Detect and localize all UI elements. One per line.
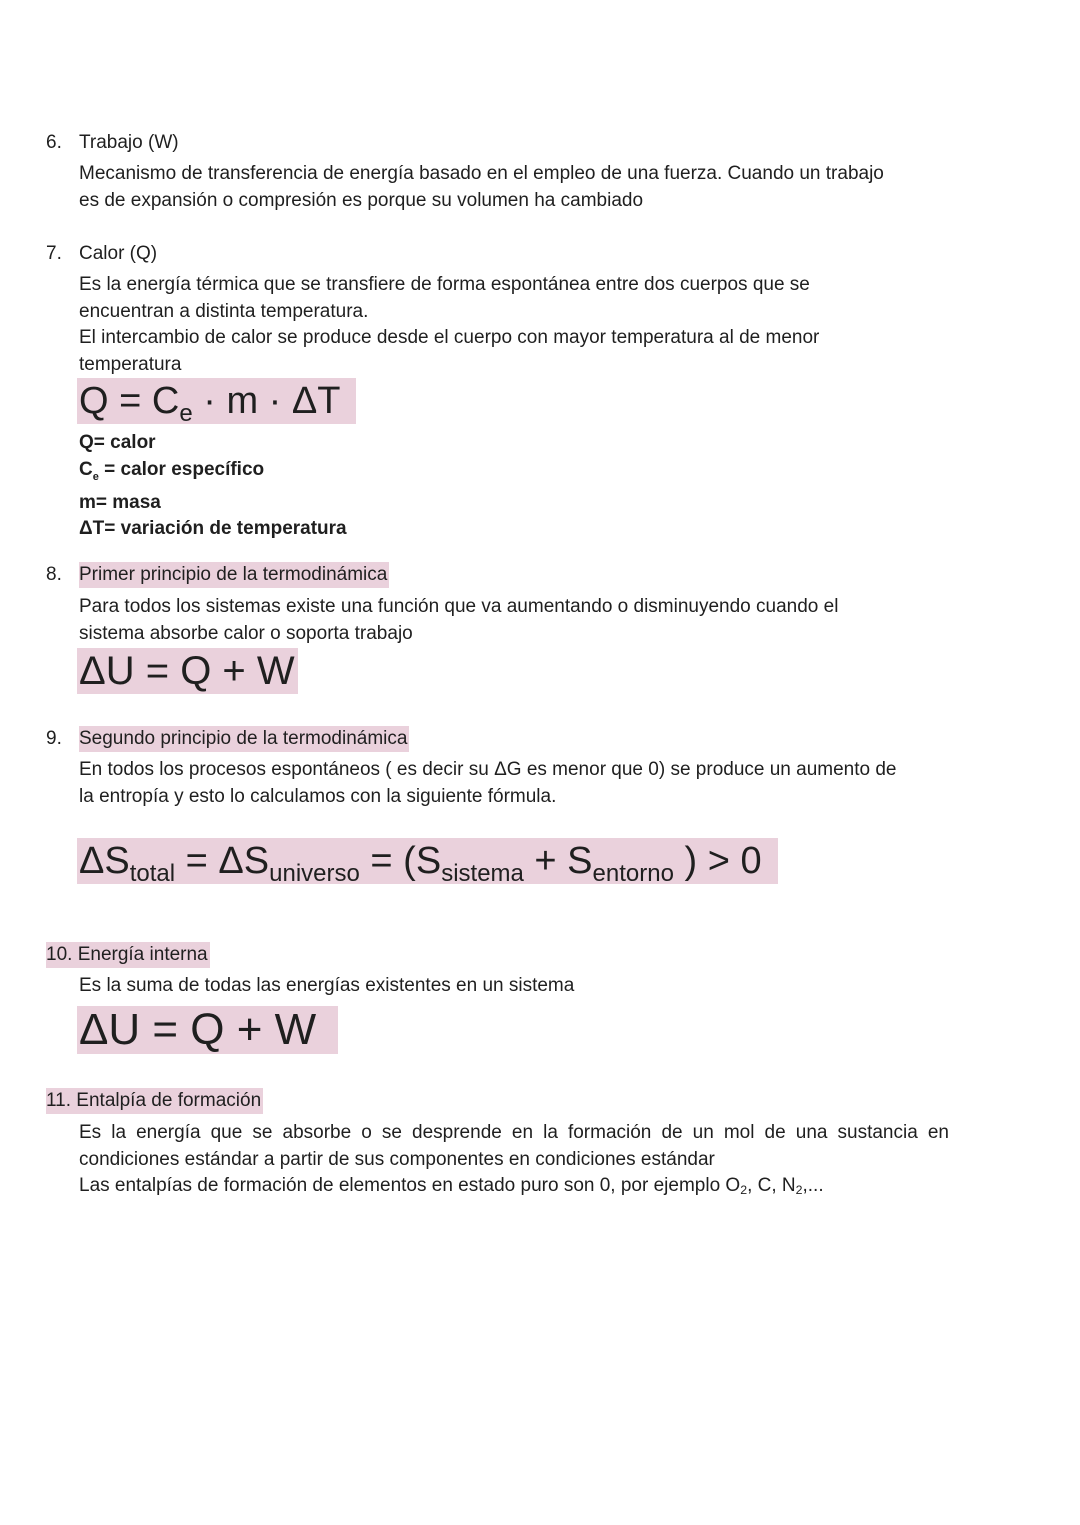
section-title: Calor (Q) (79, 243, 158, 264)
section-number: 6. (46, 132, 62, 153)
section-body (79, 757, 959, 810)
section-number: 9. (46, 728, 62, 749)
variable-row: ΔT= variación de temperatura (79, 518, 347, 540)
variable-row: $C_e$ = calor específico (79, 458, 265, 483)
heat-formula: $Q = C_e \cdot m \cdot \Delta T$ (77, 378, 356, 424)
section-body (79, 594, 959, 647)
section-title: Segundo principio de la termodinámica (79, 726, 409, 752)
body-line: En todos los procesos espontáneos ( es decir su ΔG es menor que 0) se produce un aumento de (79, 759, 897, 780)
variable-row: m= masa (79, 491, 161, 513)
body-line: Las entalpías de formación de elementos en estado puro son 0, por ejemplo $O_2$, C, $N_2$,... (79, 1175, 824, 1198)
body-line: Es la suma de todas las energías existentes en un sistema (79, 975, 575, 996)
body-line: condiciones estándar a partir de sus componentes en condiciones estándar (79, 1148, 715, 1170)
body-line: encuentran a distinta temperatura. (79, 300, 369, 322)
variable-row: Q= calor (79, 432, 156, 453)
section-number: 8. (46, 564, 62, 585)
first-law-formula: ΔU = Q + W (77, 648, 298, 694)
body-line: la entropía y esto lo calculamos con la siguiente fórmula. (79, 785, 557, 807)
section-heading (46, 942, 210, 968)
section-number: 7. (46, 243, 62, 264)
body-line: temperatura (79, 353, 182, 375)
body-line: Para todos los sistemas existe una función que va aumentando o disminuyendo cuando el (79, 596, 839, 617)
section-title: Entalpía de formación (76, 1090, 262, 1111)
section-title: Energía interna (77, 944, 208, 965)
section-number: 10. (46, 944, 73, 965)
second-law-formula: $\Delta S_{total} = \Delta S_{universo} = (S_{sistema} + S_{entorno}$ ) > 0 (77, 838, 778, 884)
section-body (79, 272, 959, 378)
section-title: Trabajo (W) (79, 132, 179, 153)
body-line: Es la energía térmica que se transfiere de forma espontánea entre dos cuerpos que se (79, 274, 810, 295)
section-body (79, 1120, 949, 1204)
section-body (79, 161, 959, 214)
section-number: 11. (46, 1090, 72, 1111)
body-line: es de expansión o compresión es porque su volumen ha cambiado (79, 189, 644, 211)
body-line: Mecanismo de transferencia de energía basado en el empleo de una fuerza. Cuando un trabajo (79, 163, 884, 184)
section-title: Primer principio de la termodinámica (79, 562, 389, 588)
section-body (79, 973, 959, 1000)
section-heading (46, 1088, 263, 1114)
body-line: sistema absorbe calor o soporta trabajo (79, 622, 413, 644)
body-line: Es la energía que se absorbe o se desprende en la formación de un mol de una sustancia en (79, 1122, 949, 1143)
variable-legend (79, 430, 347, 543)
body-line: El intercambio de calor se produce desde el cuerpo con mayor temperatura al de menor (79, 327, 820, 348)
internal-energy-formula: ΔU = Q + W (77, 1006, 338, 1054)
